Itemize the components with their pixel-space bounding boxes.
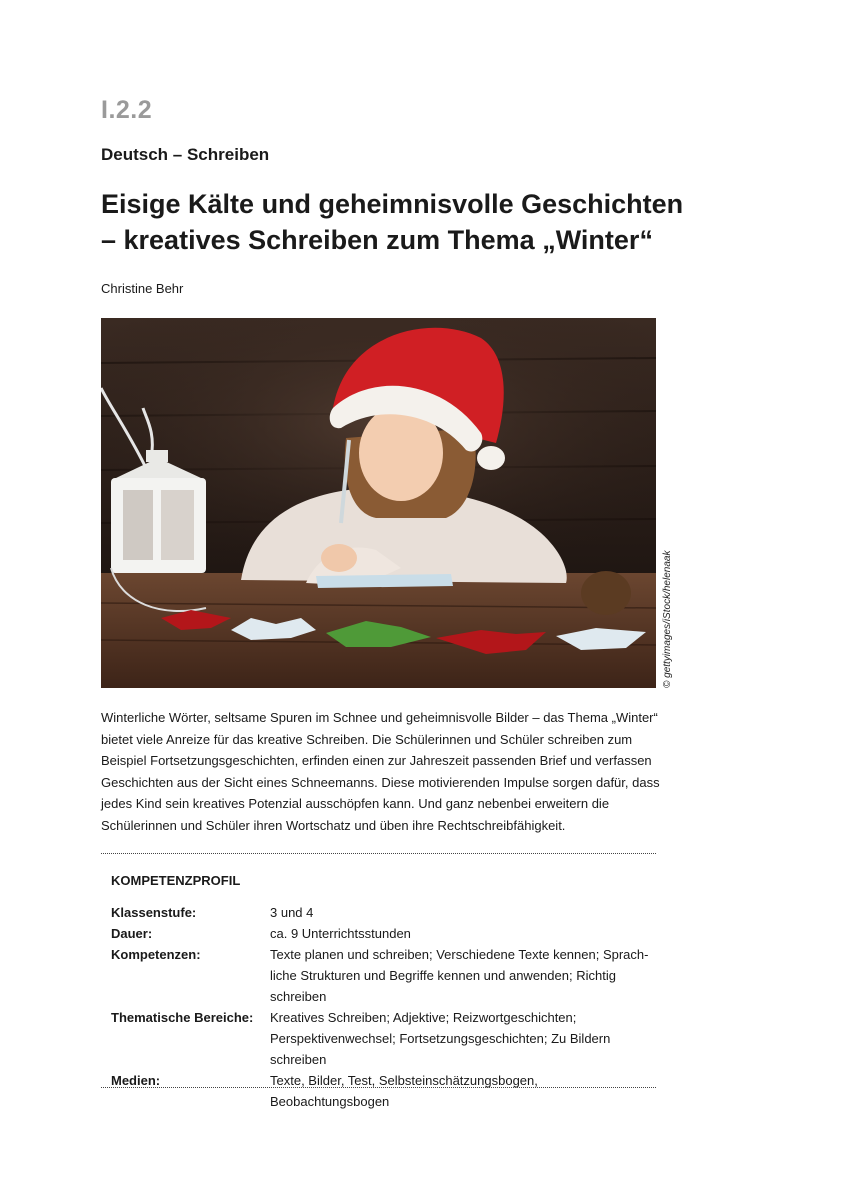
divider-bottom — [101, 1087, 656, 1088]
cover-photo — [101, 318, 656, 688]
page-title — [101, 186, 701, 258]
author: Christine Behr — [101, 281, 184, 296]
intro-paragraph: Winterliche Wörter, seltsame Spuren im Schnee und geheimnisvolle Bilder – das Thema „Winter“ bietet viele Anreize für das kreative Schreiben. Die Schülerinnen und Schüler schreiben zum Beispiel Fortsetzungsgeschichten, erfinden einen zur Jahreszeit passenden Brief und verfassen Geschichten aus der Sicht eines Schneemanns. Diese motivierenden Impulse sorgen dafür, dass jedes Kind sein kreatives Potenzial ausschöpfen kann. Und ganz nebenbei erweitern die Schülerinnen und Schüler ihren Wortschatz und üben ihre Rechtschreibfähigkeit. — [101, 710, 660, 833]
profile-value: Kreatives Schreiben; Adjektive; Reizwortgeschichten; Perspektivenwechsel; Fortsetzungsgeschichten; Zu Bildern schreiben — [270, 1010, 611, 1067]
subject-line: Deutsch – Schreiben — [101, 145, 270, 164]
profile-label: Medien: — [111, 1073, 161, 1088]
photo-credit: © gettyimages/iStock/helenaak — [662, 550, 673, 688]
profile-label: Dauer: — [111, 926, 153, 941]
profile-value: 3 und 4 — [270, 905, 314, 920]
profile-heading: KOMPETENZPROFIL — [111, 873, 241, 888]
section-code: I.2.2 — [101, 96, 153, 124]
divider-top — [101, 853, 656, 854]
profile-value: Texte, Bilder, Test, Selbsteinschätzungsbogen, Beobachtungsbogen — [270, 1073, 538, 1109]
profile-row — [111, 1070, 656, 1112]
profile-value: ca. 9 Unterrichtsstunden — [270, 926, 411, 941]
profile-row — [111, 902, 656, 923]
title-line-2: – kreatives Schreiben zum Thema „Winter“ — [101, 225, 653, 255]
profile-row — [111, 923, 656, 944]
profile-value: Texte planen und schreiben; Verschiedene Texte kennen; Sprachliche Strukturen und Begriffe kennen und anwenden; Richtig schreiben — [270, 947, 649, 1004]
profile-row — [111, 944, 656, 1007]
title-line-1: Eisige Kälte und geheimnisvolle Geschichten — [101, 189, 684, 219]
profile-label: Kompetenzen: — [111, 947, 201, 962]
profile-label: Thematische Bereiche: — [111, 1010, 254, 1025]
competence-profile — [111, 902, 656, 1112]
profile-label: Klassenstufe: — [111, 905, 197, 920]
profile-row — [111, 1007, 656, 1070]
